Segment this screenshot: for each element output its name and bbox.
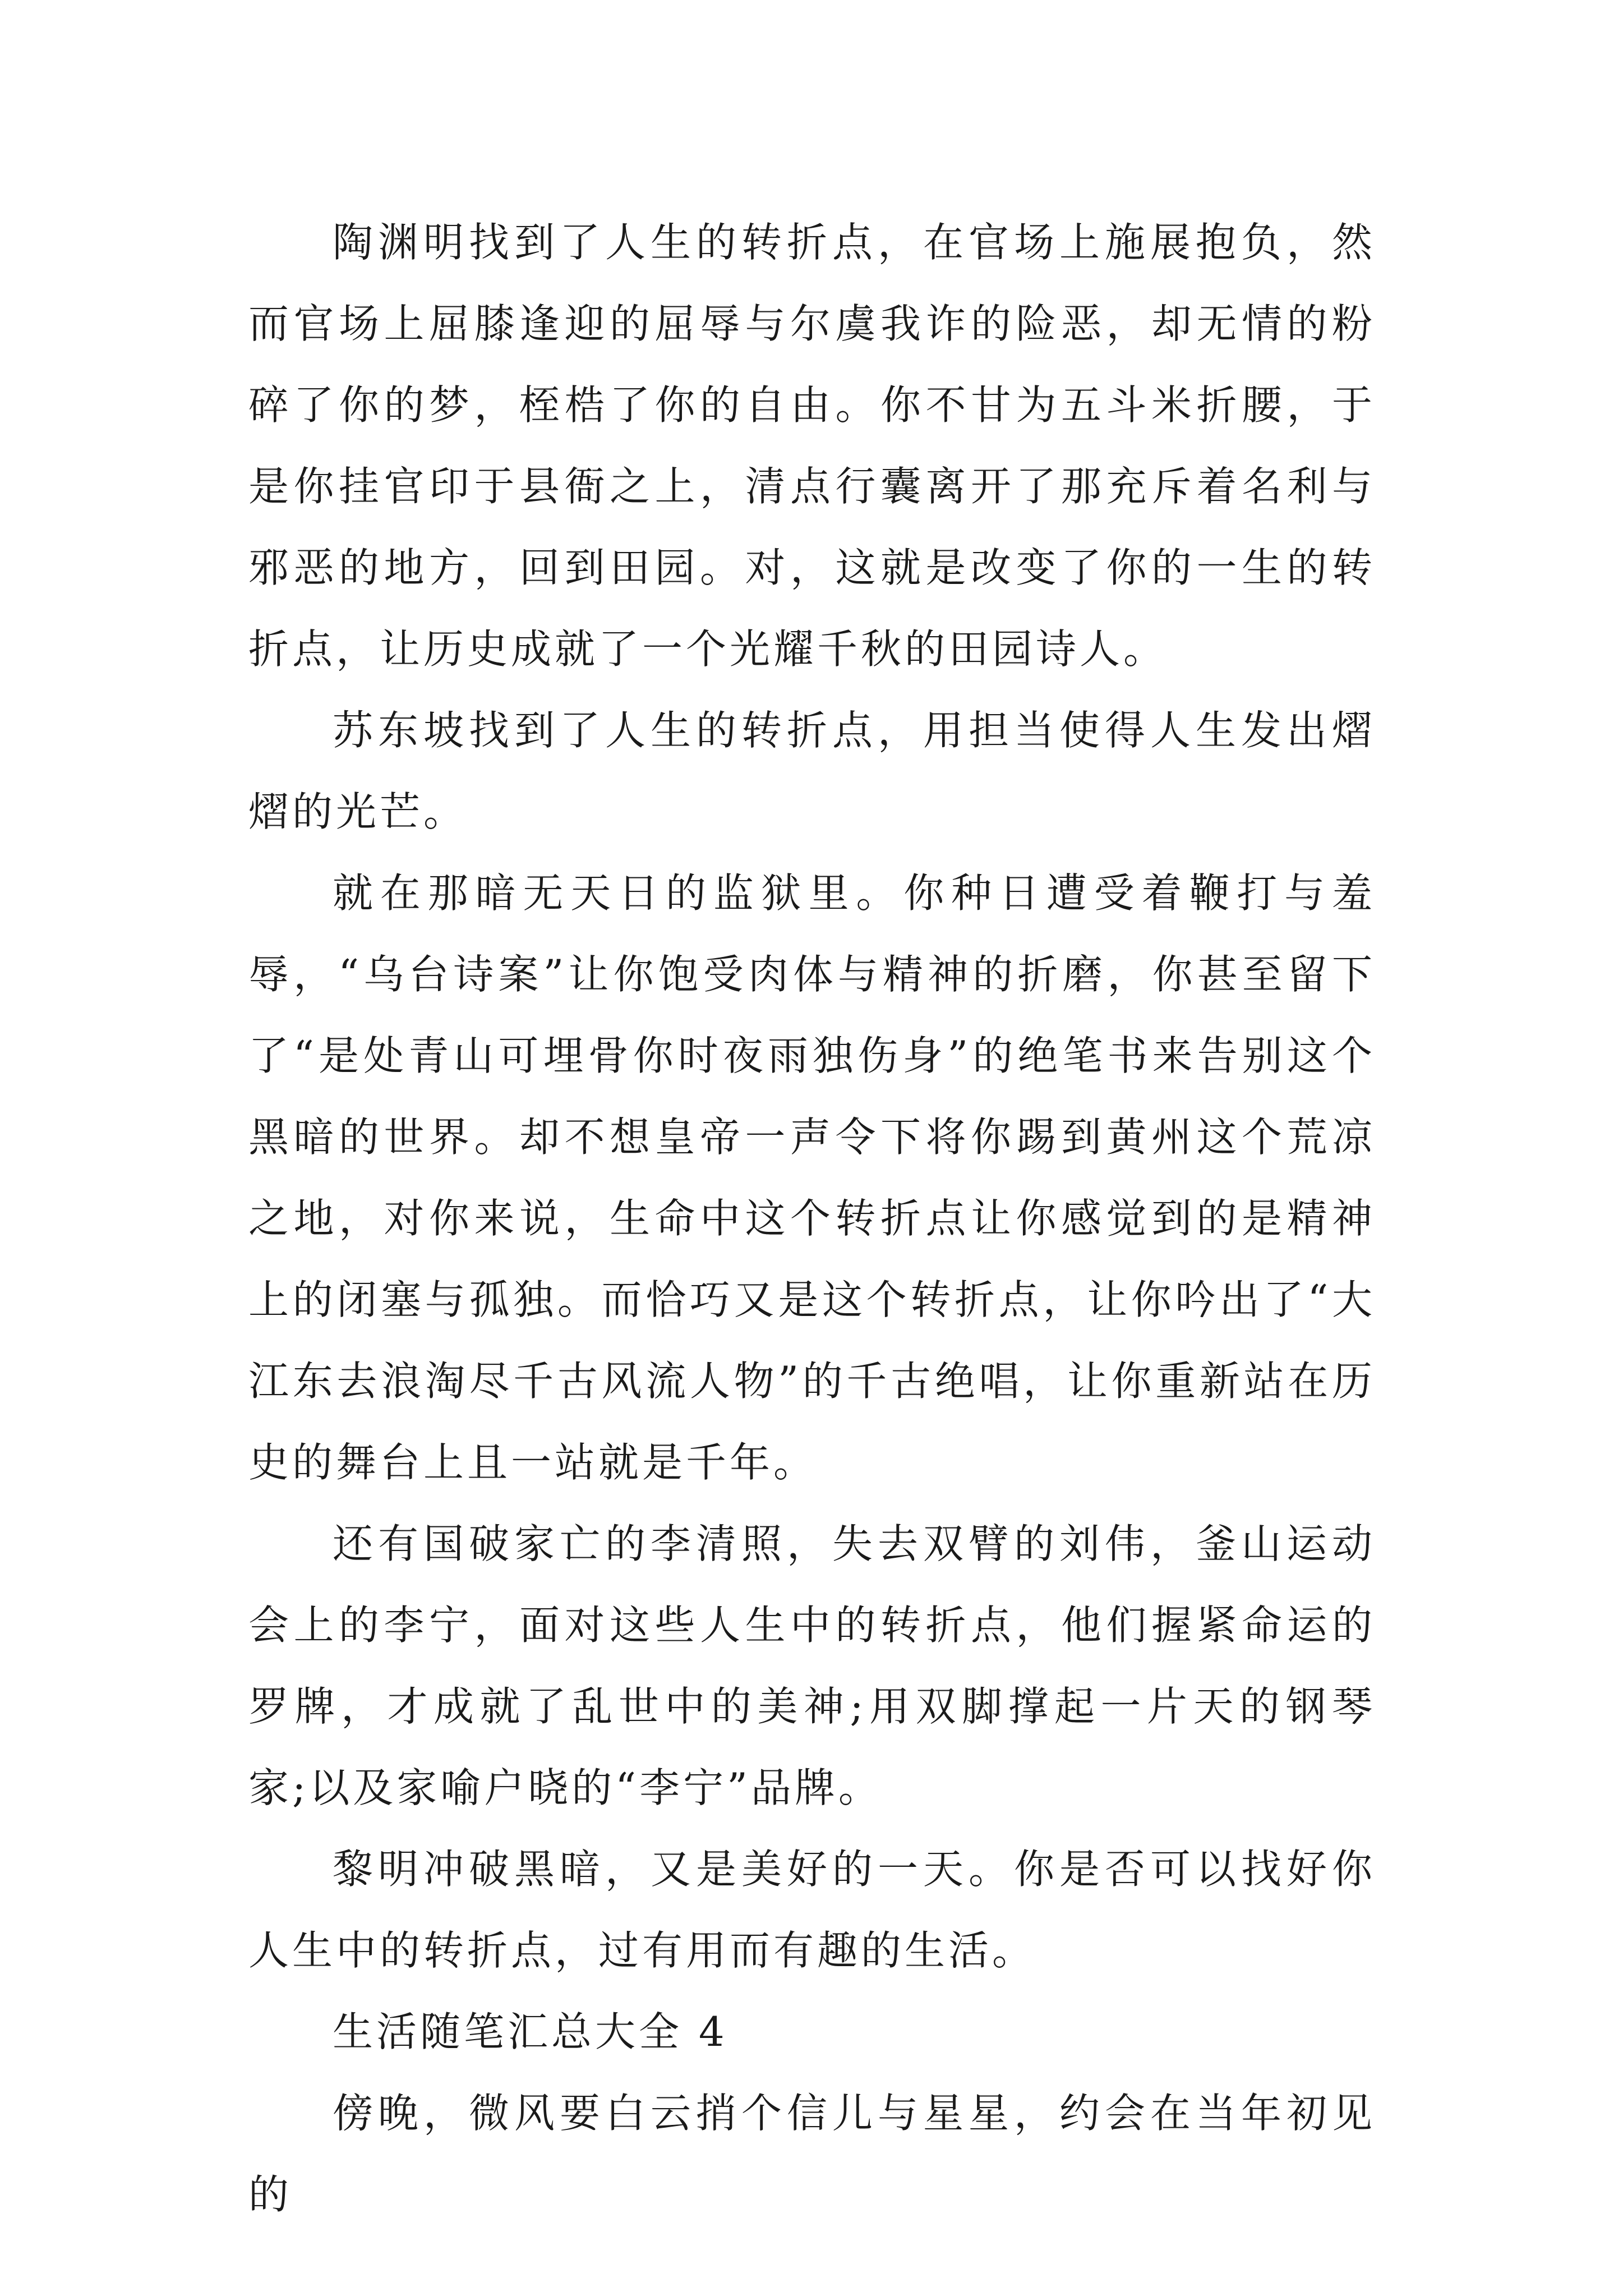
section-heading: 生活随笔汇总大全 4 — [333, 2008, 728, 2055]
paragraph-other-figures: 还有国破家亡的李清照，失去双臂的刘伟，釜山运动会上的李宁，面对这些人生中的转折点，他们握紧命运的罗牌，才成就了乱世中的美神;用双脚撑起一片天的钢琴家;以及家喻户晓的“李宁”品牌。 — [248, 1520, 1376, 1811]
document-body — [248, 202, 1376, 2235]
paragraph-evening: 傍晚，微风要白云捎个信儿与星星，约会在当年初见的 — [248, 2090, 1376, 2218]
paragraph-su-dongpo-intro: 苏东坡找到了人生的转折点，用担当使得人生发出熠熠的光芒。 — [248, 707, 1376, 835]
paragraph-tao-yuanming: 陶渊明找到了人生的转折点，在官场上施展抱负，然而官场上屈膝逢迎的屈辱与尔虞我诈的险恶，却无情的粉碎了你的梦，桎梏了你的自由。你不甘为五斗米折腰，于是你挂官印于县衙之上，清点行囊离开了那充斥着名利与邪恶的地方，回到田园。对，这就是改变了你的一生的转折点，让历史成就了一个光耀千秋的田园诗人。 — [248, 219, 1376, 673]
paragraph-su-dongpo-prison: 就在那暗无天日的监狱里。你种日遭受着鞭打与羞辱，“乌台诗案”让你饱受肉体与精神的折磨，你甚至留下了“是处青山可埋骨你时夜雨独伤身”的绝笔书来告别这个黑暗的世界。却不想皇帝一声令下将你踢到黄州这个荒凉之地，对你来说，生命中这个转折点让你感觉到的是精神上的闭塞与孤独。而恰巧又是这个转折点，让你吟出了“大江东去浪淘尽千古风流人物”的千古绝唱，让你重新站在历史的舞台上且一站就是千年。 — [248, 869, 1376, 1486]
paragraph-conclusion: 黎明冲破黑暗，又是美好的一天。你是否可以找好你人生中的转折点，过有用而有趣的生活。 — [248, 1846, 1376, 1974]
